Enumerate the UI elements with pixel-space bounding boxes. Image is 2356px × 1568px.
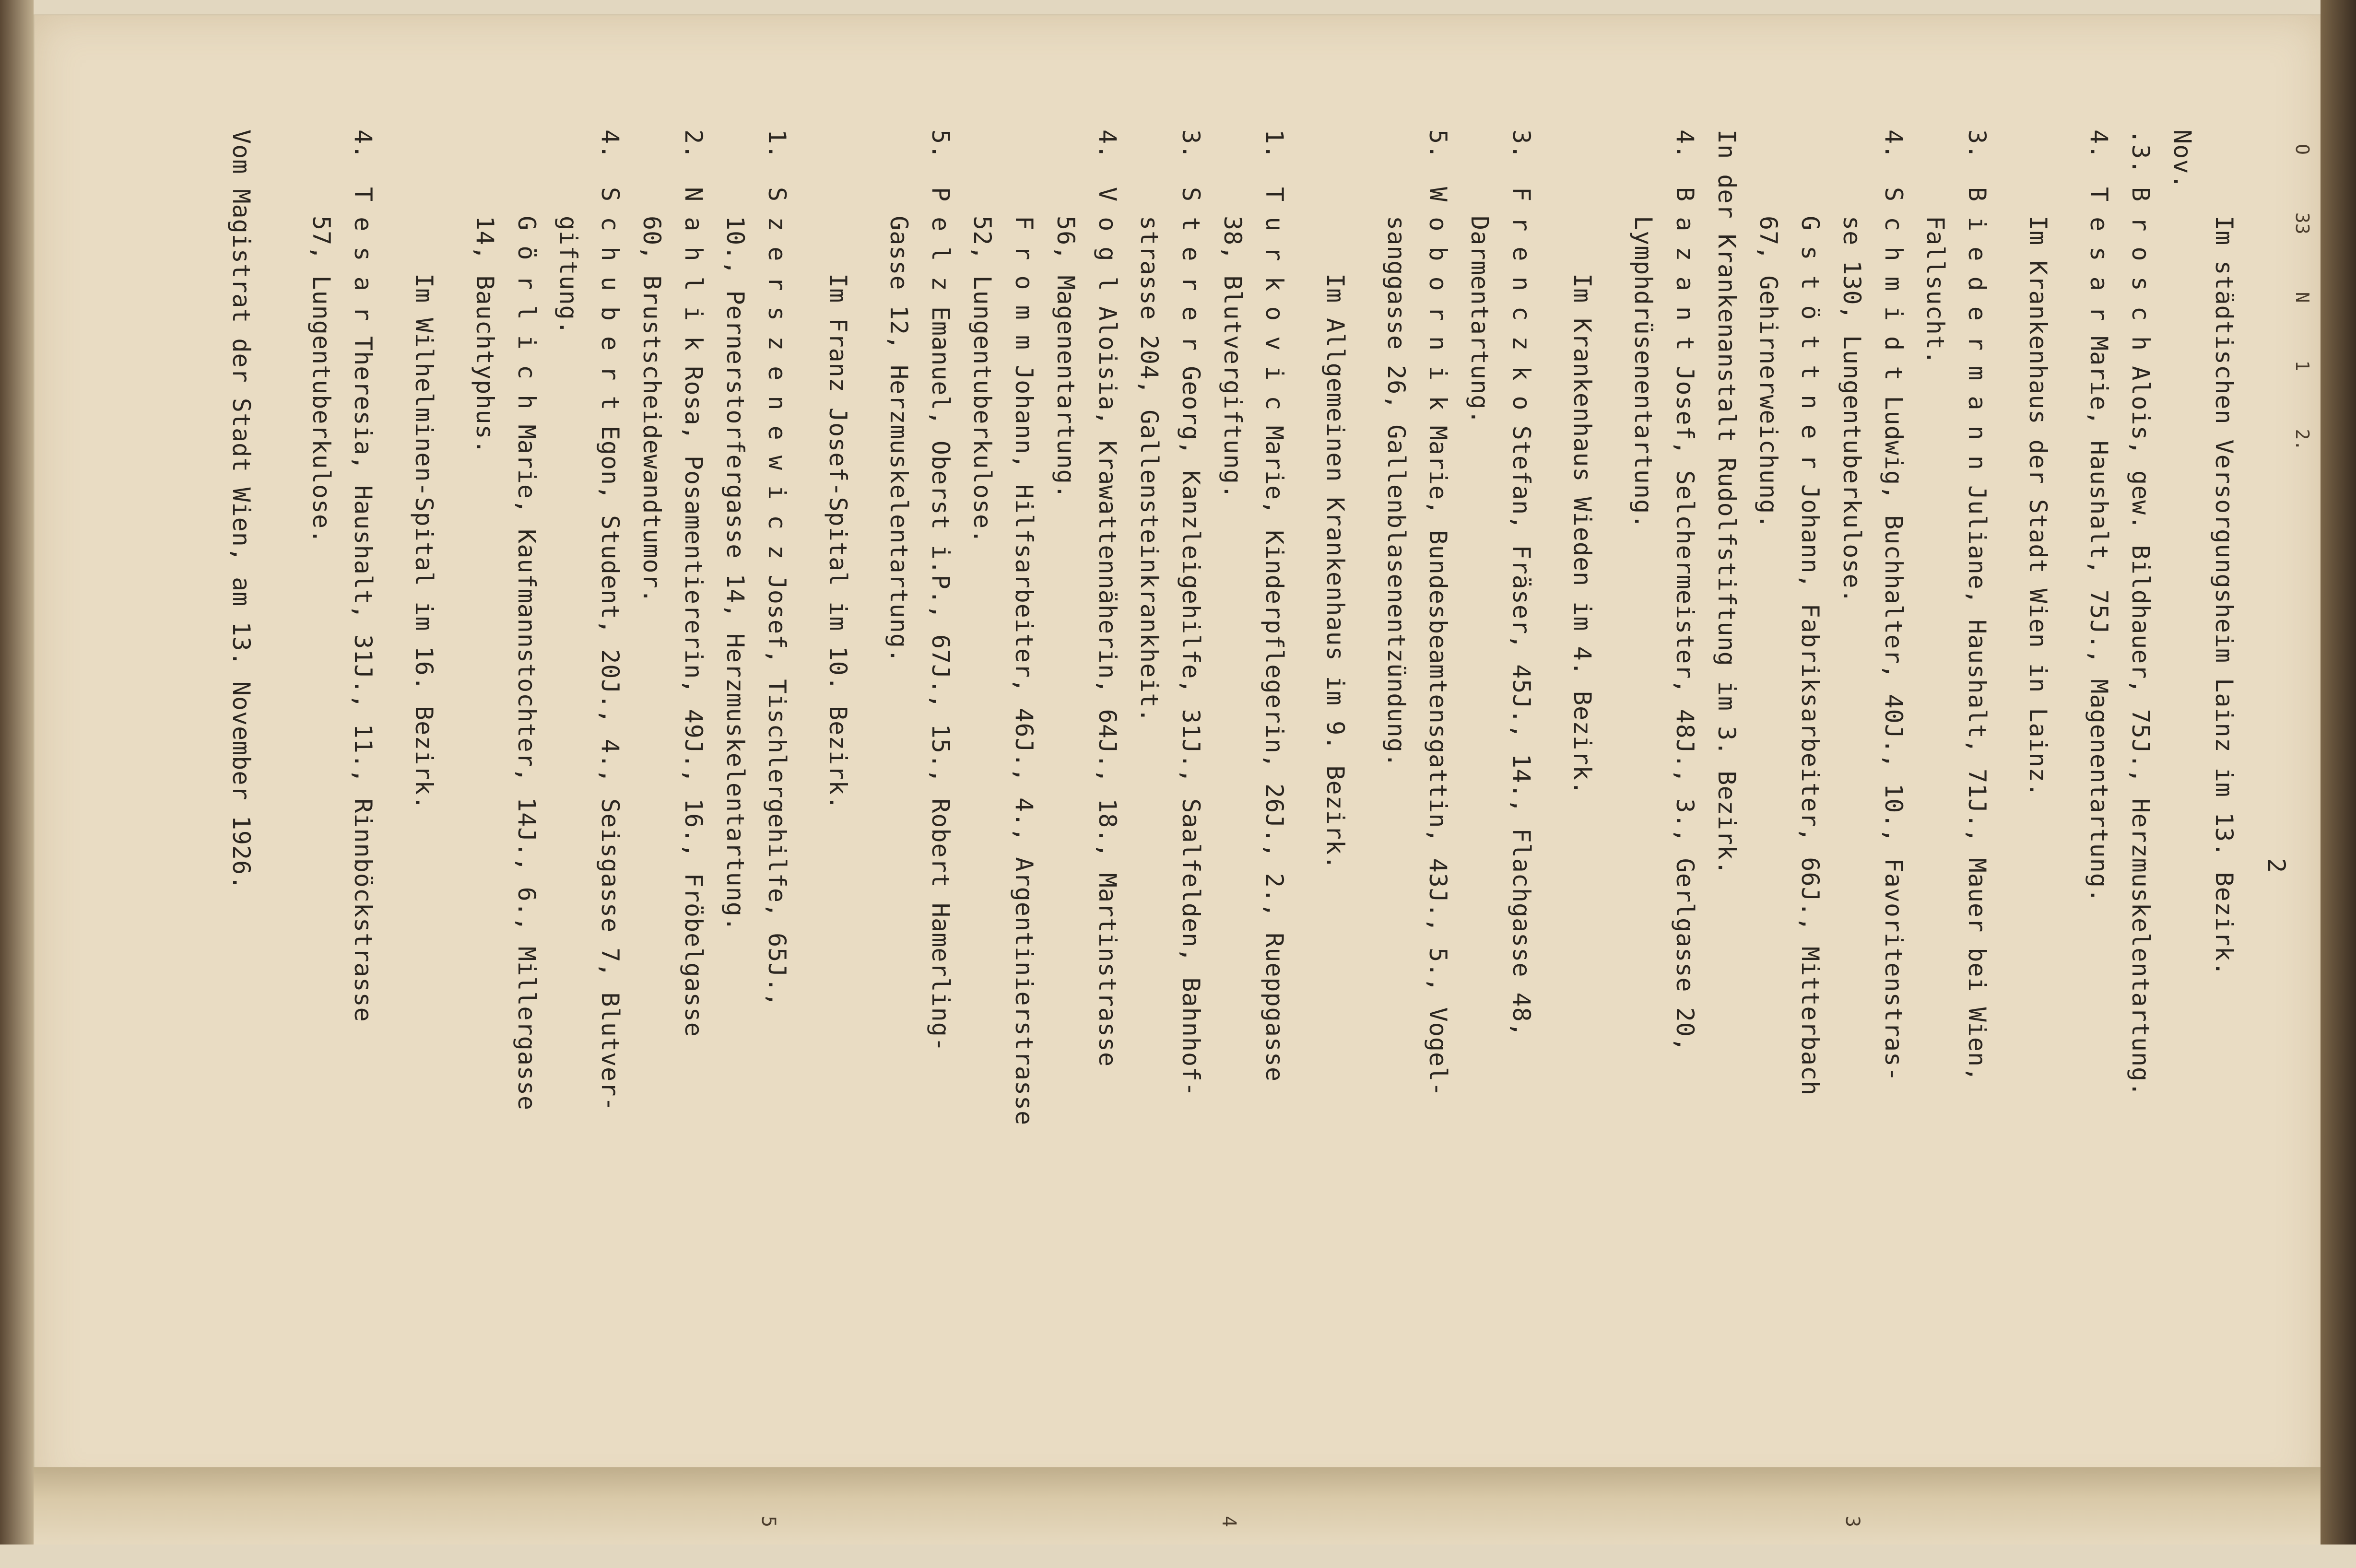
line-gap [1998, 129, 2017, 1568]
line-text: T e s a r Marie, Haushalt, 75J., Magenentartung. [2085, 187, 2113, 903]
text-line [714, 129, 756, 1568]
line-text: Nov. [2168, 129, 2196, 189]
line-text: se 130, Lungentuberkulose. [1838, 216, 1866, 604]
text-line [1045, 129, 1086, 1568]
entry-number: 3. [1177, 129, 1205, 160]
line-gap [859, 129, 878, 1568]
text-line [1706, 129, 1747, 1568]
text-line [1128, 129, 1170, 1568]
text-line [589, 129, 631, 1568]
line-text: S z e r s z e n e w i c z Josef, Tischlergehilfe, 65J., [763, 187, 791, 1007]
entry-number: 5. [927, 129, 954, 160]
text-line [1500, 129, 1542, 1568]
text-line [1873, 129, 1914, 1568]
text-line [1375, 129, 1417, 1568]
text-line [2017, 129, 2059, 1568]
text-line [506, 129, 547, 1568]
entry-number: 1. [763, 129, 791, 160]
entry-number: 4. [1094, 129, 1121, 160]
text-line [2120, 129, 2161, 1568]
line-text: 60, Brustscheidewandtumor. [638, 216, 666, 604]
line-text: S t e r e r Georg, Kanzleigehilfe, 31J., Saalfelden, Bahnhof- [1177, 187, 1205, 1097]
line-text: V o g l Aloisia, Krawattennäherin, 64J., 18., Martinstrasse [1094, 187, 1121, 1067]
text-line [961, 129, 1003, 1568]
line-text: 57, Lungentuberkulose. [307, 216, 335, 544]
margin-digits-right [2288, 144, 2317, 508]
margin-digit-bottom: 3 [1841, 1515, 1864, 1528]
text-line [1789, 129, 1831, 1568]
line-gap [445, 129, 464, 1568]
line-text: B i e d e r m a n n Juliane, Haushalt, 71J., Mauer bei Wien, [1963, 187, 1991, 1082]
entry-number: 3. [1508, 129, 1535, 160]
entry-number: 4. [1880, 129, 1908, 160]
line-text: sanggasse 26, Gallenblasenentzündung. [1382, 216, 1410, 768]
line-text: T e s a r Theresia, Haushalt, 31J., 11., Rinnböckstrasse [349, 187, 377, 1022]
text-line [403, 129, 445, 1568]
entry-number: 4. [2085, 129, 2113, 160]
line-text: P e l z Emanuel, Oberst i.P., 67J., 15., Robert Hamerling- [927, 187, 954, 1052]
entry-number: .3. [2127, 129, 2155, 175]
line-gap [1542, 129, 1561, 1568]
margin-digit: 2. [2292, 429, 2313, 451]
rotated-text-block [220, 129, 2245, 1568]
text-line [220, 129, 262, 1568]
text-line [1914, 129, 1956, 1568]
text-line [1622, 129, 1664, 1568]
line-text: 38, Blutvergiftung. [1219, 216, 1247, 499]
text-line [547, 129, 589, 1568]
line-text: Im Krankenhaus der Stadt Wien in Lainz. [2024, 216, 2052, 797]
line-text: Im Wilhelminen-Spital im 16. Bezirk. [410, 273, 438, 810]
entry-number: 4. [349, 129, 377, 160]
text-line [2078, 129, 2120, 1568]
page-number: 2 [2262, 858, 2290, 873]
text-line [1003, 129, 1045, 1568]
entry-number: 2. [680, 129, 707, 160]
line-text: Im Franz Josef-Spital im 10. Bezirk. [824, 273, 852, 810]
line-gap [1295, 129, 1314, 1568]
line-text: Darmentartung. [1466, 216, 1494, 425]
line-text: W o b o r n i k Marie, Bundesbeamtensgattin, 43J., 5., Vogel- [1424, 187, 1452, 1097]
text-line [1417, 129, 1459, 1568]
line-text: Fallsucht. [1921, 216, 1949, 365]
text-line [1314, 129, 1356, 1568]
line-text: Im Allgemeinen Krankenhaus im 9. Bezirk. [1321, 273, 1349, 870]
margin-digit-bottom: 5 [757, 1515, 780, 1528]
text-line [1956, 129, 1998, 1568]
entry-number: 5. [1424, 129, 1452, 160]
line-text: S c h m i d t Ludwig, Buchhalter, 40J., 10., Favoritenstras- [1880, 187, 1908, 1082]
line-text: 52, Lungentuberkulose. [968, 216, 996, 544]
line-text: 14, Bauchtyphus. [471, 216, 499, 455]
line-text: G s t ö t t n e r Johann, Fabriksarbeiter, 66J., Mitterbach [1796, 216, 1824, 1096]
text-line [1170, 129, 1212, 1568]
line-text: Im städtischen Versorgungsheim Lainz im 13. Bezirk. [2210, 216, 2238, 977]
entry-number: 3. [1963, 129, 1991, 160]
line-text: F r o m m Johann, Hilfsarbeiter, 46J., 4., Argentinierstrasse [1010, 216, 1038, 1126]
line-text: G ö r l i c h Marie, Kaufmannstochter, 14J., 6., Millergasse [513, 216, 541, 1111]
text-line [300, 129, 342, 1568]
line-text: 56, Magenentartung. [1052, 216, 1080, 499]
text-line [878, 129, 919, 1568]
text-line [1459, 129, 1500, 1568]
text-line [1561, 129, 1603, 1568]
margin-digit: N [2292, 292, 2313, 303]
text-line [919, 129, 961, 1568]
margin-digit: 1 [2292, 360, 2313, 372]
text-line [817, 129, 859, 1568]
entry-number: 4. [596, 129, 624, 160]
text-line [756, 129, 798, 1568]
line-text: Im Krankenhaus Wieden im 4. Bezirk. [1568, 273, 1596, 796]
entry-number: 4. [1671, 129, 1699, 160]
text-line [1086, 129, 1128, 1568]
text-line [672, 129, 714, 1568]
line-gap [262, 129, 281, 1568]
line-text: Vom Magistrat der Stadt Wien, am 13. November 1926. [227, 129, 255, 890]
line-text: giftung. [554, 216, 582, 335]
text-line [464, 129, 506, 1568]
text-line [2203, 129, 2245, 1568]
line-text: 67, Gehirnerweichung. [1755, 216, 1782, 529]
line-text: Lymphdrüsenentartung. [1629, 216, 1657, 529]
line-gap [2059, 129, 2078, 1568]
line-text: F r e n c z k o Stefan, Fräser, 45J., 14., Flachgasse 48, [1508, 187, 1535, 1037]
line-text: 10., Pernerstorfergasse 14, Herzmuskelentartung. [721, 216, 749, 932]
text-line [1831, 129, 1873, 1568]
text-line [1664, 129, 1706, 1568]
book-edge-right [2321, 0, 2356, 1545]
line-text: B r o s c h Alois, gew. Bildhauer, 75J., Herzmuskelentartung. [2127, 187, 2155, 1097]
line-text: S c h u b e r t Egon, Student, 20J., 4., Seisgasse 7, Blutver- [596, 187, 624, 1112]
book-gutter-left [0, 0, 34, 1545]
text-line [631, 129, 672, 1568]
line-gap [384, 129, 403, 1568]
line-text: In der Krankenanstalt Rudolfstiftung im 3. Bezirk. [1713, 129, 1741, 876]
line-gap [798, 129, 817, 1568]
entry-number: 1. [1260, 129, 1288, 160]
line-text: T u r k o v i c Marie, Kinderpflegerin, 26J., 2., Rueppgasse [1260, 187, 1288, 1082]
line-text: N a h l i k Rosa, Posamentiererin, 49J., 16., Fröbelgasse [680, 187, 707, 1037]
text-line [1212, 129, 1253, 1568]
margin-digit: 33 [2292, 212, 2313, 234]
line-gap [281, 129, 300, 1568]
text-line [342, 129, 384, 1568]
margin-digit: O [2292, 144, 2313, 155]
text-line [2161, 129, 2203, 1568]
line-gap [1603, 129, 1622, 1568]
text-line [1747, 129, 1789, 1568]
margin-digit-bottom: 4 [1218, 1515, 1240, 1528]
line-text: strasse 204, Gallensteinkrankheit. [1135, 216, 1163, 723]
text-line [1253, 129, 1295, 1568]
line-text: B a z a n t Josef, Selchermeister, 48J., 3., Gerlgasse 20, [1671, 187, 1699, 1052]
line-text: Gasse 12, Herzmuskelentartung. [885, 216, 913, 664]
line-gap [1356, 129, 1375, 1568]
